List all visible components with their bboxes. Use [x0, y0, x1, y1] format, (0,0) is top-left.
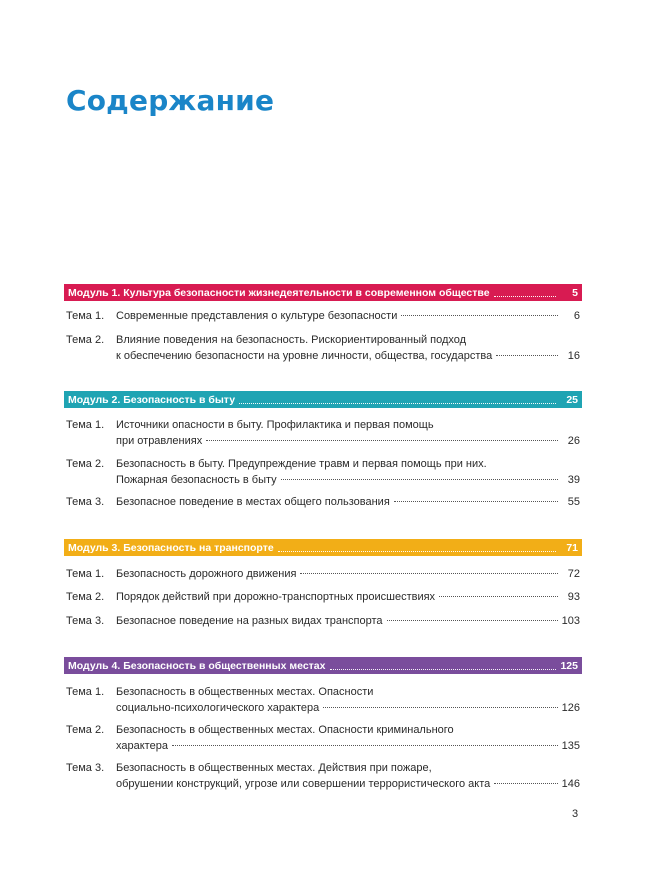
topic-page: 16 [567, 349, 580, 362]
page-title: Содержание [66, 84, 275, 117]
module-page: 5 [572, 286, 578, 299]
topic-number: Тема 2. [66, 334, 105, 346]
topic-page: 39 [567, 473, 580, 486]
topic-page: 55 [567, 496, 580, 508]
topic-title: Влияние поведения на безопасность. Рискориентированный подход [116, 334, 467, 346]
dot-leader [439, 595, 558, 597]
topic-number: Тема 1. [66, 686, 105, 698]
module-2-header[interactable] [64, 391, 582, 408]
module-title: Модуль 3. Безопасность на транспорте [68, 541, 274, 554]
topic-number: Тема 3. [66, 762, 105, 774]
topic-number: Тема 2. [66, 458, 105, 470]
topic-title: Безопасное поведение в местах общего пользования [116, 496, 390, 508]
dot-leader [496, 354, 558, 356]
topic-number: Тема 1. [66, 568, 105, 580]
topic-title-cont: Пожарная безопасность в быту [116, 473, 277, 486]
topic-page: 146 [561, 777, 580, 790]
topic-number: Тема 1. [66, 310, 105, 322]
topic-number: Тема 3. [66, 496, 105, 508]
dot-leader [239, 402, 556, 404]
dot-leader [330, 668, 557, 670]
dot-leader [401, 314, 558, 316]
topic-number: Тема 2. [66, 591, 105, 603]
topic-number: Тема 2. [66, 724, 105, 736]
topic-title: Безопасное поведение на разных видах транспорта [116, 615, 383, 627]
topic-number: Тема 1. [66, 419, 105, 431]
topic-number: Тема 3. [66, 615, 105, 627]
topic-page: 6 [573, 310, 580, 322]
topic-title: Безопасность в общественных местах. Опасности криминального [116, 724, 454, 736]
topic-title-cont: характера [116, 739, 168, 752]
module-page: 25 [566, 393, 578, 406]
module-page: 71 [566, 541, 578, 554]
topic-title: Безопасность в быту. Предупреждение травм и первая помощь при них. [116, 458, 487, 470]
topic-page: 26 [567, 434, 580, 447]
dot-leader [494, 782, 557, 784]
dot-leader [494, 295, 556, 297]
dot-leader [281, 478, 558, 480]
dot-leader [172, 744, 558, 746]
topic-page: 72 [567, 568, 580, 580]
topic-page: 103 [561, 615, 580, 627]
dot-leader [206, 439, 558, 441]
dot-leader [387, 619, 558, 621]
topic-title: Порядок действий при дорожно-транспортных происшествиях [116, 591, 436, 603]
dot-leader [300, 572, 558, 574]
topic-page: 126 [561, 701, 580, 714]
topic-page: 135 [561, 739, 580, 752]
topic-title: Безопасность дорожного движения [116, 568, 297, 580]
topic-title-cont: к обеспечению безопасности на уровне личности, общества, государства [116, 349, 493, 362]
topic-title-cont: обрушении конструкций, угрозе или совершении террористического акта [116, 777, 491, 790]
module-title: Модуль 1. Культура безопасности жизнедеятельности в современном обществе [68, 286, 490, 299]
topic-title-cont: при отравлениях [116, 434, 203, 447]
dot-leader [323, 706, 557, 708]
topic-page: 93 [567, 591, 580, 603]
page-number: 3 [572, 808, 579, 820]
module-title: Модуль 2. Безопасность в быту [68, 393, 236, 406]
module-3-header[interactable] [64, 539, 582, 556]
module-title: Модуль 4. Безопасность в общественных местах [68, 659, 326, 672]
topic-title: Безопасность в общественных местах. Опасности [116, 686, 374, 698]
topic-title-cont: социально-психологического характера [116, 701, 320, 714]
topic-title: Современные представления о культуре безопасности [116, 310, 398, 322]
module-1-header[interactable] [64, 284, 582, 301]
dot-leader [278, 550, 556, 552]
module-4-header[interactable] [64, 657, 582, 674]
dot-leader [394, 500, 558, 502]
module-page: 125 [560, 659, 578, 672]
topic-title: Источники опасности в быту. Профилактика и первая помощь [116, 419, 434, 431]
topic-title: Безопасность в общественных местах. Действия при пожаре, [116, 762, 432, 774]
